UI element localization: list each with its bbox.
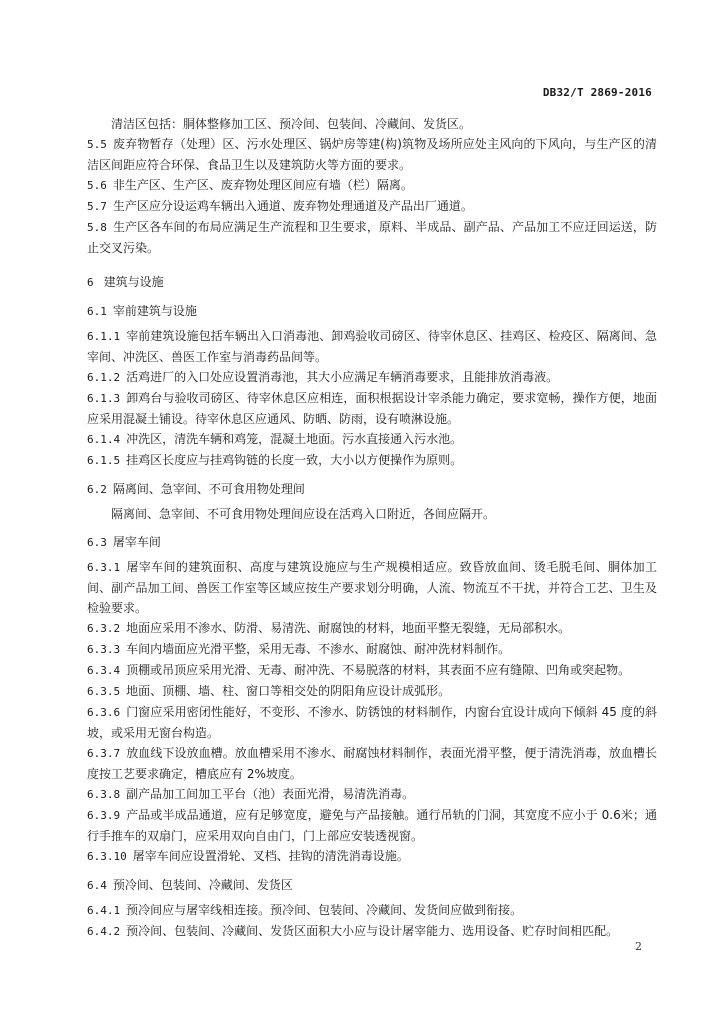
- clause-text: 屠宰车间的建筑面积、高度与建筑设施应与生产规模相适应。致昏放血间、烫毛脱毛间、胴体加工间、副产品加工间、兽医工作室等区域应按生产要求划分明确，人流、物流互不干扰，并符合工艺、卫生及检验要求。: [87, 560, 657, 615]
- clause-number: 6.4.2: [87, 925, 121, 938]
- clause-text: 废弃物暂存（处理）区、污水处理区、锅炉房等建(构)筑物及场所应处主风向的下风向，与生产区的清洁区间距应符合环保、食品卫生以及建筑防火等方面的要求。: [87, 137, 657, 172]
- subsection-heading: [87, 532, 657, 553]
- clause-text: 预冷间、包装间、冷藏间、发货区: [112, 878, 293, 892]
- clause-number: 6.1.2: [87, 371, 121, 384]
- clause-number: 6.3.7: [87, 747, 121, 760]
- clause-text: 清洁区包括：胴体整修加工区、预冷间、包装间、冷藏间、发货区。: [111, 117, 472, 131]
- clause-paragraph: [87, 805, 657, 846]
- clause-number: 6.3.5: [87, 685, 121, 698]
- clause-paragraph: [87, 702, 657, 743]
- clause-paragraph: [87, 367, 657, 388]
- subsection-heading: [87, 875, 657, 896]
- clause-text: 宰前建筑设施包括车辆出入口消毒池、卸鸡验收司磅区、待宰休息区、挂鸡区、检疫区、隔离间、急宰间、冲洗区、兽医工作室与消毒药品间等。: [87, 329, 657, 364]
- clause-text: 活鸡进厂的入口处应设置消毒池，其大小应满足车辆消毒要求，且能排放消毒液。: [126, 370, 559, 384]
- clause-number: 5.8: [87, 221, 107, 234]
- clause-number: 6.3.10: [87, 850, 127, 863]
- clause-text: 屠宰车间应设置滑轮、叉档、挂钩的清洗消毒设施。: [132, 849, 409, 863]
- clause-text: 副产品加工间加工平台（池）表面光滑，易清洗消毒。: [126, 787, 415, 801]
- clause-text: 非生产区、生产区、废弃物处理区间应有墙（栏）隔离。: [112, 178, 413, 192]
- clause-paragraph: [87, 743, 657, 784]
- clause-number: 6.3.6: [87, 706, 121, 719]
- clause-number: 6.1: [87, 305, 107, 318]
- clause-text: 生产区应分设运鸡车辆出入通道、废弃物处理通道及产品出厂通道。: [112, 199, 473, 213]
- clause-text: 放血线下设放血槽。放血槽采用不渗水、耐腐蚀材料制作，表面光滑平整，便于清洗消毒，放血槽长度按工艺要求确定，槽底应有 2%坡度。: [87, 746, 657, 781]
- clause-paragraph: [87, 134, 657, 175]
- clause-paragraph: [87, 784, 657, 805]
- clause-paragraph: [87, 921, 657, 942]
- clause-paragraph: [87, 504, 657, 524]
- clause-number: 6.3.9: [87, 809, 121, 822]
- clause-number: 6.1.1: [87, 330, 121, 343]
- subsection-heading: [87, 301, 657, 322]
- clause-paragraph: [87, 900, 657, 921]
- clause-number: 6.1.3: [87, 392, 121, 405]
- clause-number: 6.3.8: [87, 788, 121, 801]
- clause-paragraph: [87, 557, 657, 618]
- clause-number: 6.3.4: [87, 664, 121, 677]
- clause-text: 门窗应采用密闭性能好，不变形、不渗水、防锈蚀的材料制作，内窗台宜设计成向下倾斜 45 度的斜坡，或采用无窗台构造。: [87, 705, 657, 740]
- clause-text: 地面、顶棚、墙、柱、窗口等相交处的阴阳角应设计成弧形。: [126, 684, 451, 698]
- clause-paragraph: [87, 429, 657, 450]
- clause-text: 隔离间、急宰间、不可食用物处理间: [112, 482, 305, 496]
- clause-paragraph: [87, 846, 657, 867]
- clause-text: 顶棚或吊顶应采用光滑、无毒、耐冲洗、不易脱落的材料，其表面不应有缝隙、凹角或突起物。: [126, 663, 631, 677]
- clause-number: 5.6: [87, 179, 107, 192]
- clause-paragraph: [87, 326, 657, 367]
- clause-number: 6.4: [87, 879, 107, 892]
- clause-paragraph: [87, 681, 657, 702]
- clause-text: 产品或半成品通道，应有足够宽度，避免与产品接触。通行吊轨的门洞，其宽度不应小于 0.6米；通行手推车的双扇门，应采用双向自由门，门上部应安装透视窗。: [87, 808, 657, 843]
- clause-paragraph: [87, 388, 657, 429]
- clause-text: 预冷间、包装间、冷藏间、发货区面积大小应与设计屠宰能力、选用设备、贮存时间相匹配。: [126, 924, 619, 938]
- clause-text: 预冷间应与屠宰线相连接。预冷间、包装间、冷藏间、发货间应做到衔接。: [126, 903, 523, 917]
- clause-number: 5.5: [87, 138, 107, 151]
- clause-text: 冲洗区，清洗车辆和鸡笼，混凝土地面。污水直接通入污水池。: [126, 432, 463, 446]
- clause-number: 6.3.2: [87, 622, 121, 635]
- clause-text: 挂鸡区长度应与挂鸡钩链的长度一致，大小以方便操作为原则。: [126, 453, 463, 467]
- clause-number: 6.3.3: [87, 643, 121, 656]
- clause-text: 地面应采用不渗水、防滑、易清洗、耐腐蚀的材料，地面平整无裂缝，无局部积水。: [126, 621, 571, 635]
- clause-paragraph: [87, 217, 657, 258]
- clause-text: 隔离间、急宰间、不可食用物处理间应设在活鸡入口附近，各间应隔开。: [111, 507, 496, 521]
- clause-number: 6: [87, 276, 94, 289]
- clause-paragraph: [87, 618, 657, 639]
- clause-paragraph: [87, 196, 657, 217]
- clause-text: 卸鸡台与验收司磅区、待宰休息区应相连，面积根据设计宰杀能力确定，要求宽畅，操作方便，地面应采用混凝土铺设。待宰休息区应通风、防晒、防雨，设有喷淋设施。: [87, 391, 657, 426]
- clause-number: 6.4.1: [87, 904, 121, 917]
- document-body: [87, 114, 657, 942]
- subsection-heading: [87, 479, 657, 500]
- clause-paragraph: [87, 639, 657, 660]
- clause-text: 车间内墙面应光滑平整，采用无毒、不渗水、耐腐蚀、耐冲洗材料制作。: [126, 642, 511, 656]
- document-code: DB32/T 2869-2016: [542, 86, 652, 99]
- clause-paragraph: [87, 175, 657, 196]
- clause-text: 屠宰车间: [112, 535, 161, 549]
- clause-number: 6.1.4: [87, 433, 121, 446]
- clause-text: 宰前建筑与设施: [112, 304, 197, 318]
- clause-paragraph: [87, 660, 657, 681]
- clause-number: 6.1.5: [87, 454, 121, 467]
- page-number: 2: [635, 940, 642, 953]
- clause-number: 6.3.1: [87, 561, 121, 574]
- clause-number: 6.2: [87, 483, 107, 496]
- clause-number: 5.7: [87, 200, 107, 213]
- clause-text: 生产区各车间的布局应满足生产流程和卫生要求，原料、半成品、副产品、产品加工不应迂回运送，防止交叉污染。: [87, 220, 657, 255]
- clause-number: 6.3: [87, 536, 107, 549]
- clause-paragraph: [87, 450, 657, 471]
- clause-paragraph: [87, 114, 657, 134]
- clause-text: 建筑与设施: [103, 275, 164, 289]
- section-heading: [87, 272, 657, 293]
